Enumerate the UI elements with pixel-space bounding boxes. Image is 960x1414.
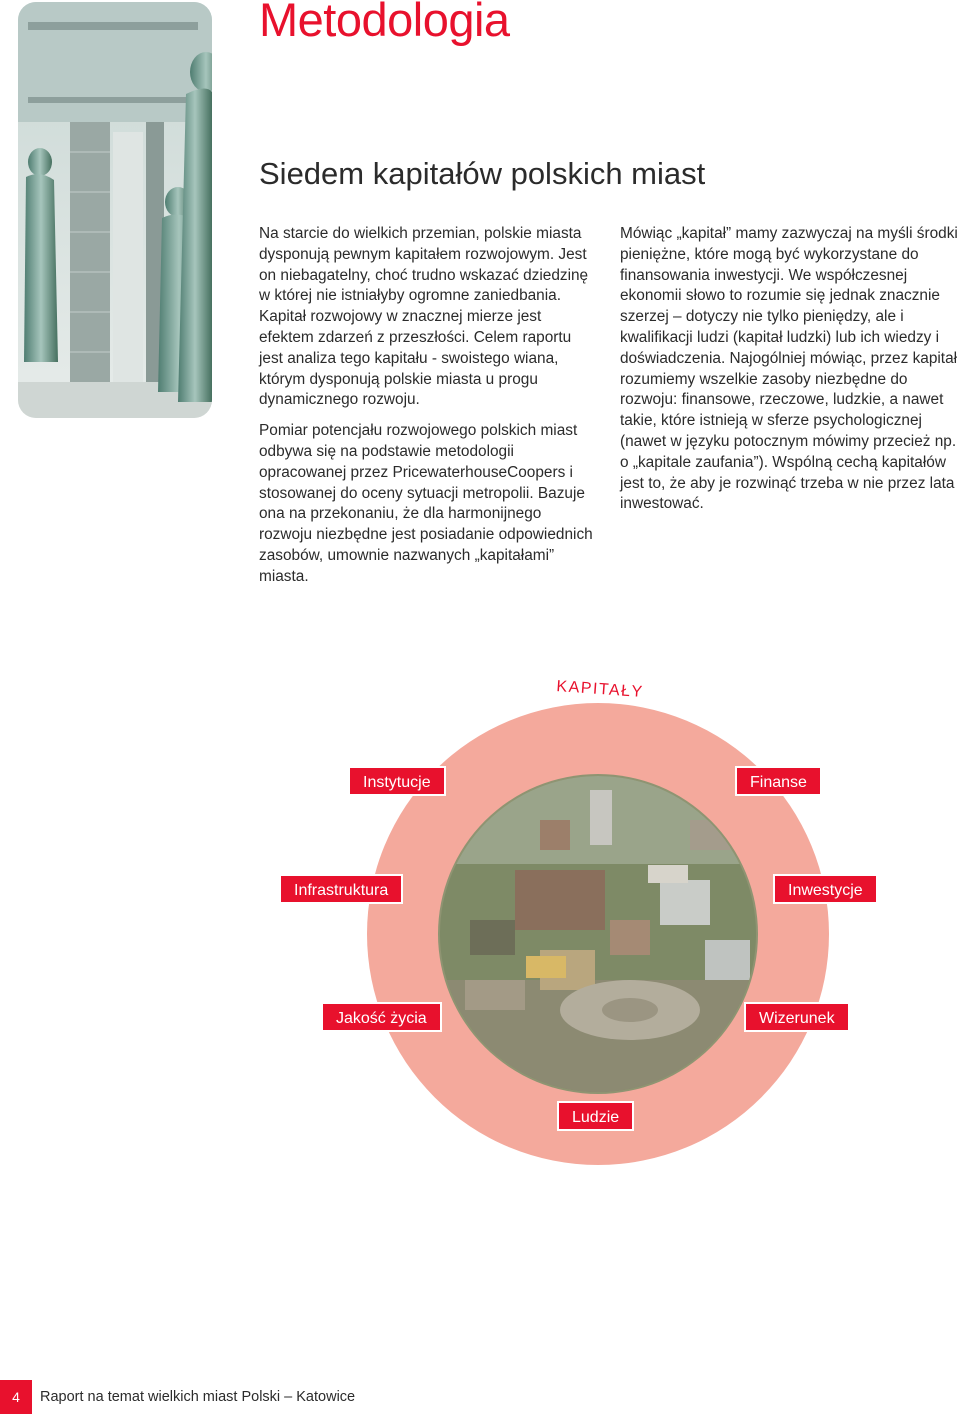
capitals-label: KAPITAŁY xyxy=(555,677,645,702)
page-number: 4 xyxy=(0,1380,32,1414)
capital-finanse: Finanse xyxy=(735,766,822,796)
capital-ludzie: Ludzie xyxy=(557,1101,634,1131)
capitals-diagram xyxy=(0,680,960,1180)
section-title: Siedem kapitałów polskich miast xyxy=(259,156,706,191)
paragraph: Mówiąc „kapitał” mamy zazwyczaj na myśli środki pieniężne, które mogą być wykorzystane do finansowania inwestycji. We współczesnej ekonomii słowo to rozumie się jednak znacznie szerzej – dotyczy nie tylko pieniędzy, ale i kwalifikacji ludzi (kapitał ludzki) lub ich wiedzy i doświadczenia. Najogólniej mówiąc, przez kapitał rozumiemy wszelkie zasoby niezbędne do rozwoju: finansowe, rzeczowe, ludzkie, a nawet takie, które istnieją w sferze psychologicznej (nawet w języku potocznym mówimy przecież np. o „kapitale zaufania”). Wspólną cechą kapitałów jest to, że aby je rozwinąć trzeba w nie przez lata inwestować. xyxy=(620,225,958,513)
capital-wizerunek: Wizerunek xyxy=(744,1002,850,1032)
capital-instytucje: Instytucje xyxy=(348,766,446,796)
page-title: Metodologia xyxy=(259,0,510,46)
paragraph: Na starcie do wielkich przemian, polskie miasta dysponują pewnym kapitałem rozwojowym. Jest on niebagatelny, choć trudno wskazać dziedzinę w której nie istniałyby ogromne zaniedbania. Kapitał rozwojowy w znacznej mierze jest efektem zdarzeń z przeszłości. Celem raportu jest analiza tego kapitału - swoistego wiana, którym dysponują polskie miasta u progu dynamicznego rozwoju. xyxy=(259,225,589,409)
courthouse-photo xyxy=(18,2,212,418)
capital-inwestycje: Inwestycje xyxy=(773,874,878,904)
right-column xyxy=(620,224,960,525)
capital-infrastruktura: Infrastruktura xyxy=(279,874,403,904)
capital-jakosc-zycia: Jakość życia xyxy=(321,1002,442,1032)
paragraph: Pomiar potencjału rozwojowego polskich miast odbywa się na podstawie metodologii opracowanej przez PricewaterhouseCoopers i stosowanej do oceny sytuacji metropolii. Bazuje ona na przekonaniu, że dla harmonijnego rozwoju niezbędne jest posiadanie odpowiednich zasobów, umownie nazwanych „kapitałami” miasta. xyxy=(259,422,593,585)
left-column xyxy=(259,224,597,598)
page-footer xyxy=(0,1380,960,1414)
footer-text: Raport na temat wielkich miast Polski – Katowice xyxy=(40,1389,356,1405)
